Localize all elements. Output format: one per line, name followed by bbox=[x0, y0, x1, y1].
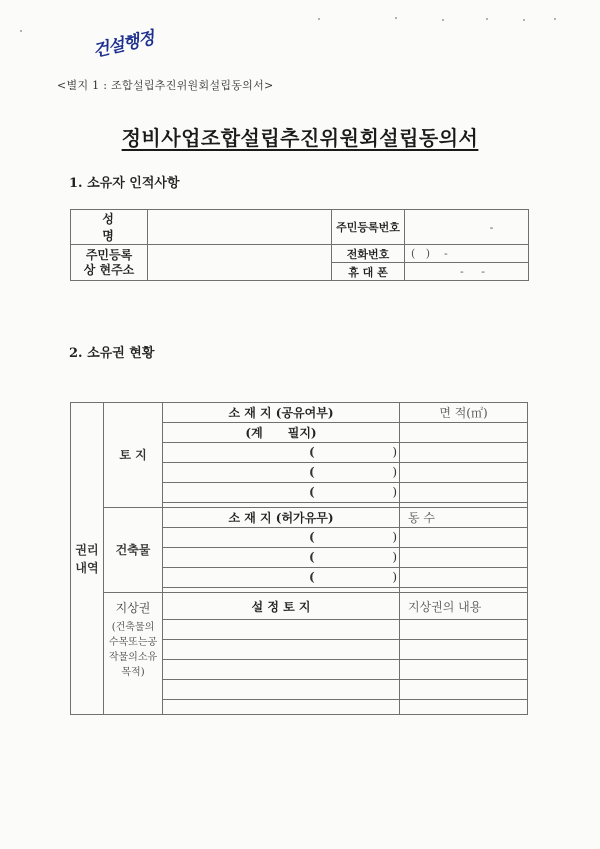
building-location-header: 소 재 지 (허가유무) bbox=[163, 508, 400, 528]
phone-label: 전화번호 bbox=[332, 245, 405, 263]
close-paren: ) bbox=[392, 465, 397, 479]
land-total-row: (계 필지) bbox=[163, 423, 400, 443]
surface-row-1-content[interactable] bbox=[400, 620, 528, 640]
close-paren: ) bbox=[392, 550, 397, 564]
phone-field[interactable]: ( ) - bbox=[405, 245, 529, 263]
surface-content-header: 지상권의 내용 bbox=[400, 593, 528, 620]
land-location-header: 소 재 지 (공유여부) bbox=[163, 403, 400, 423]
scan-speck bbox=[318, 18, 320, 20]
mobile-field[interactable]: - - bbox=[405, 263, 529, 281]
surface-label-cell bbox=[104, 593, 163, 715]
land-row-3-area[interactable] bbox=[400, 483, 528, 503]
rights-label-cell bbox=[71, 403, 104, 715]
land-row-3[interactable] bbox=[163, 483, 400, 503]
building-label: 건축물 bbox=[115, 543, 151, 557]
surface-note: (건축물의수목또는공작물의소유목적) bbox=[108, 622, 158, 678]
scan-speck bbox=[486, 18, 488, 20]
address-label bbox=[71, 245, 148, 281]
rrn-dash: - bbox=[489, 220, 494, 234]
land-total-area[interactable] bbox=[400, 423, 528, 443]
name-label: 성 명 bbox=[71, 210, 148, 245]
close-paren: ) bbox=[392, 485, 397, 499]
land-row-1[interactable] bbox=[163, 443, 400, 463]
surface-row-5[interactable] bbox=[163, 700, 400, 715]
scan-speck bbox=[523, 19, 525, 21]
open-paren: ( bbox=[309, 570, 315, 584]
close-paren: ) bbox=[392, 530, 397, 544]
surface-row-3[interactable] bbox=[163, 660, 400, 680]
land-label: 토 지 bbox=[119, 448, 147, 462]
building-row-2-count[interactable] bbox=[400, 548, 528, 568]
document-title: 정비사업조합설립추진위원회설립동의서 bbox=[121, 126, 479, 150]
close-paren: ) bbox=[392, 570, 397, 584]
close-paren: ) bbox=[392, 445, 397, 459]
scan-speck bbox=[442, 19, 444, 21]
address-label-text: 주민등록 상 현주소 bbox=[83, 247, 135, 277]
surface-setting-header: 설 정 토 지 bbox=[163, 593, 400, 620]
land-row-2-area[interactable] bbox=[400, 463, 528, 483]
open-paren: ( bbox=[309, 550, 315, 564]
scan-speck bbox=[20, 30, 22, 32]
section2-heading: 2. 소유권 현황 bbox=[69, 346, 155, 361]
surface-row-1[interactable] bbox=[163, 620, 400, 640]
ownership-table bbox=[70, 402, 528, 715]
land-label-cell bbox=[104, 403, 163, 508]
mobile-label: 휴 대 폰 bbox=[332, 263, 405, 281]
surface-label: 지상권 bbox=[115, 601, 151, 615]
open-paren: ( bbox=[309, 485, 315, 499]
building-count-header: 동 수 bbox=[400, 508, 528, 528]
scan-speck bbox=[554, 18, 556, 20]
building-row-3[interactable] bbox=[163, 568, 400, 588]
handwritten-signature: 건설행정 bbox=[91, 28, 156, 62]
surface-row-5-content[interactable] bbox=[400, 700, 528, 715]
rights-label: 권리 내역 bbox=[75, 542, 99, 575]
building-row-1-count[interactable] bbox=[400, 528, 528, 548]
open-paren: ( bbox=[309, 445, 315, 459]
open-paren: ( bbox=[309, 465, 315, 479]
attachment-label: <별지 1 : 조합설립추진위원회설립동의서> bbox=[57, 79, 274, 92]
scan-speck bbox=[395, 17, 397, 19]
land-row-1-area[interactable] bbox=[400, 443, 528, 463]
building-row-2[interactable] bbox=[163, 548, 400, 568]
surface-row-2-content[interactable] bbox=[400, 640, 528, 660]
section1-heading: 1. 소유자 인적사항 bbox=[69, 176, 180, 191]
land-row-2[interactable] bbox=[163, 463, 400, 483]
address-field[interactable] bbox=[148, 245, 332, 281]
building-row-1[interactable] bbox=[163, 528, 400, 548]
name-field[interactable] bbox=[148, 210, 332, 245]
rrn-field[interactable] bbox=[405, 210, 529, 245]
land-area-header: 면 적(㎡) bbox=[400, 403, 528, 423]
building-label-cell bbox=[104, 508, 163, 593]
surface-row-2[interactable] bbox=[163, 640, 400, 660]
owner-info-table bbox=[70, 209, 529, 281]
building-row-3-count[interactable] bbox=[400, 568, 528, 588]
surface-row-3-content[interactable] bbox=[400, 660, 528, 680]
rrn-label: 주민등록번호 bbox=[332, 210, 405, 245]
open-paren: ( bbox=[309, 530, 315, 544]
surface-row-4[interactable] bbox=[163, 680, 400, 700]
surface-row-4-content[interactable] bbox=[400, 680, 528, 700]
